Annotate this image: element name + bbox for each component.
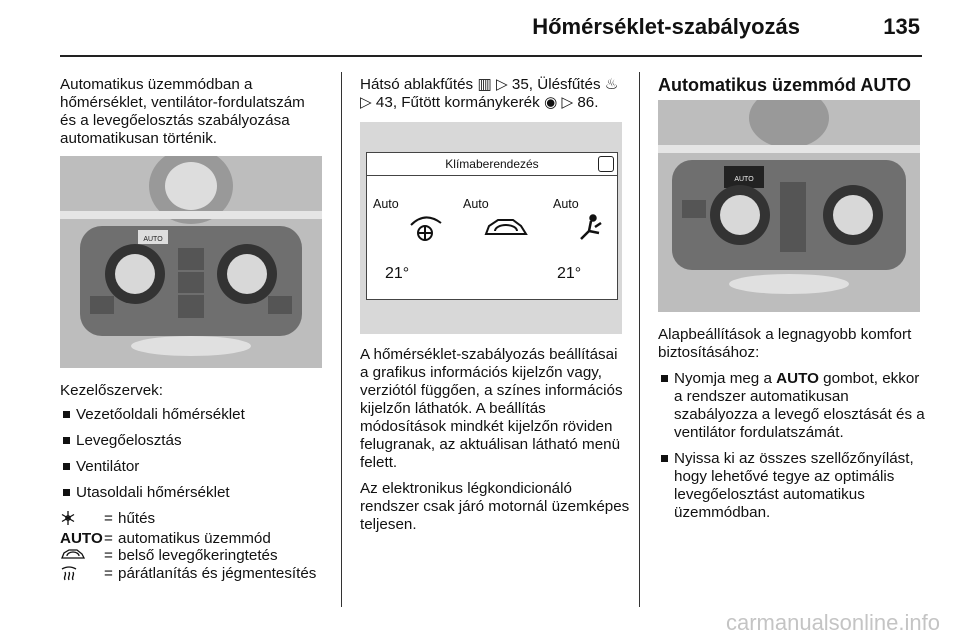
column-divider-2 — [639, 72, 640, 607]
fan-icon — [407, 213, 447, 243]
steps-list — [658, 370, 928, 522]
climate-display-illustration — [360, 122, 622, 334]
snowflake-icon — [60, 510, 104, 530]
xref-page: 35 — [511, 76, 529, 93]
auto-keyword: AUTO — [776, 370, 819, 387]
controls-list — [60, 406, 325, 502]
legend-row — [60, 530, 325, 547]
column-1 — [60, 76, 325, 585]
legend-value: párátlanítás és jégmentesítés — [118, 565, 317, 582]
auto-panel-illustration — [658, 100, 920, 312]
rear-window-heater-icon: ▥ — [477, 76, 492, 93]
legend-equals: = — [104, 530, 113, 547]
legend-row — [60, 510, 325, 530]
legend-value: hűtés — [118, 510, 156, 527]
arrow-icon: ▷ — [360, 94, 372, 111]
display-auto-right: Auto — [553, 197, 579, 211]
display-auto-left: Auto — [373, 197, 399, 211]
xref-page: 43 — [375, 94, 393, 111]
display-title: Klímaberendezés — [367, 153, 617, 176]
list-item: Nyissa ki az összes szellőzőnyílást, hogy lehetővé tegye az optimális levegőelosztást automatikus üzemmódban. — [658, 450, 928, 522]
legend-equals: = — [104, 547, 113, 564]
list-item: Ventilátor — [60, 458, 325, 476]
legend-key-auto: AUTO — [60, 530, 103, 547]
seat-heater-icon: ♨ — [604, 76, 619, 93]
controls-label: Kezelőszervek: — [60, 382, 163, 399]
header-title: Hőmérséklet-szabályozás — [532, 14, 800, 39]
arrow-icon: ▷ — [561, 94, 574, 111]
air-distribution-seat-icon — [575, 213, 605, 243]
defrost-icon — [60, 565, 104, 585]
intro-paragraph: Automatikus üzemmódban a hőmérséklet, ventilátor-fordulatszám és a levegőelosztás szabályozása automatikusan történik. — [60, 76, 305, 147]
list-item — [658, 370, 928, 442]
list-item: Levegőelosztás — [60, 432, 325, 450]
display-paragraph: A hőmérséklet-szabályozás beállításai a grafikus információs kijelzőn vagy, verziótól függően, a színes információs kijelzőn láthatók. A beállítás módosítások mindkét kijelzőn röviden felugranak, az aktuálisan látható menü felett. — [360, 346, 623, 471]
display-auto-middle: Auto — [463, 197, 489, 211]
legend-equals: = — [104, 565, 113, 582]
legend-row — [60, 565, 325, 585]
arrow-icon: ▷ — [495, 76, 508, 93]
column-2 — [360, 76, 630, 542]
bullet-text: gombot, ekkor a rendszer automatikusan szabályozza a levegő elosztását és a ventilátor fordulatszámát. — [674, 370, 925, 441]
car-recirculation-icon — [483, 215, 529, 239]
climate-display-screen — [366, 152, 618, 300]
legend-equals: = — [104, 510, 113, 527]
xref-steering-wheel: , Fűtött kormánykerék — [392, 94, 540, 111]
list-item: Utasoldali hőmérséklet — [60, 484, 325, 502]
cross-reference — [360, 76, 630, 112]
legend-value: automatikus üzemmód — [118, 530, 271, 547]
section-heading: Automatikus üzemmód AUTO — [658, 75, 912, 95]
climate-panel-photo — [60, 156, 322, 368]
engine-paragraph: Az elektronikus légkondicionáló rendszer csak járó motornál üzemképes teljesen. — [360, 480, 630, 533]
panel-auto-label: AUTO — [143, 236, 163, 243]
heated-steering-wheel-icon: ◉ — [543, 94, 558, 111]
display-temp-right: 21° — [557, 265, 582, 282]
legend-value: belső levegőkeringtetés — [118, 547, 278, 564]
recirculation-car-icon — [60, 547, 104, 565]
column-3 — [658, 76, 928, 530]
legend — [60, 510, 325, 585]
legend-row — [60, 547, 325, 565]
column-divider-1 — [341, 72, 342, 607]
intro-paragraph: Alapbeállítások a legnagyobb komfort biztosításához: — [658, 326, 912, 361]
display-temp-left: 21° — [385, 265, 410, 282]
climate-panel-illustration — [60, 156, 322, 368]
list-item: Vezetőoldali hőmérséklet — [60, 406, 325, 424]
auto-button-photo — [658, 100, 920, 312]
xref-page: 86. — [577, 94, 599, 111]
xref-seat-heating: , Ülésfűtés — [528, 76, 601, 93]
panel-auto-label: AUTO — [734, 176, 754, 183]
header-rule — [60, 55, 922, 57]
page-number: 135 — [883, 14, 920, 39]
bullet-text: Nyomja meg a — [674, 370, 777, 387]
settings-icon — [598, 156, 614, 172]
xref-rear-window: Hátsó ablakfűtés — [360, 76, 474, 93]
watermark: carmanualsonline.info — [725, 610, 940, 635]
